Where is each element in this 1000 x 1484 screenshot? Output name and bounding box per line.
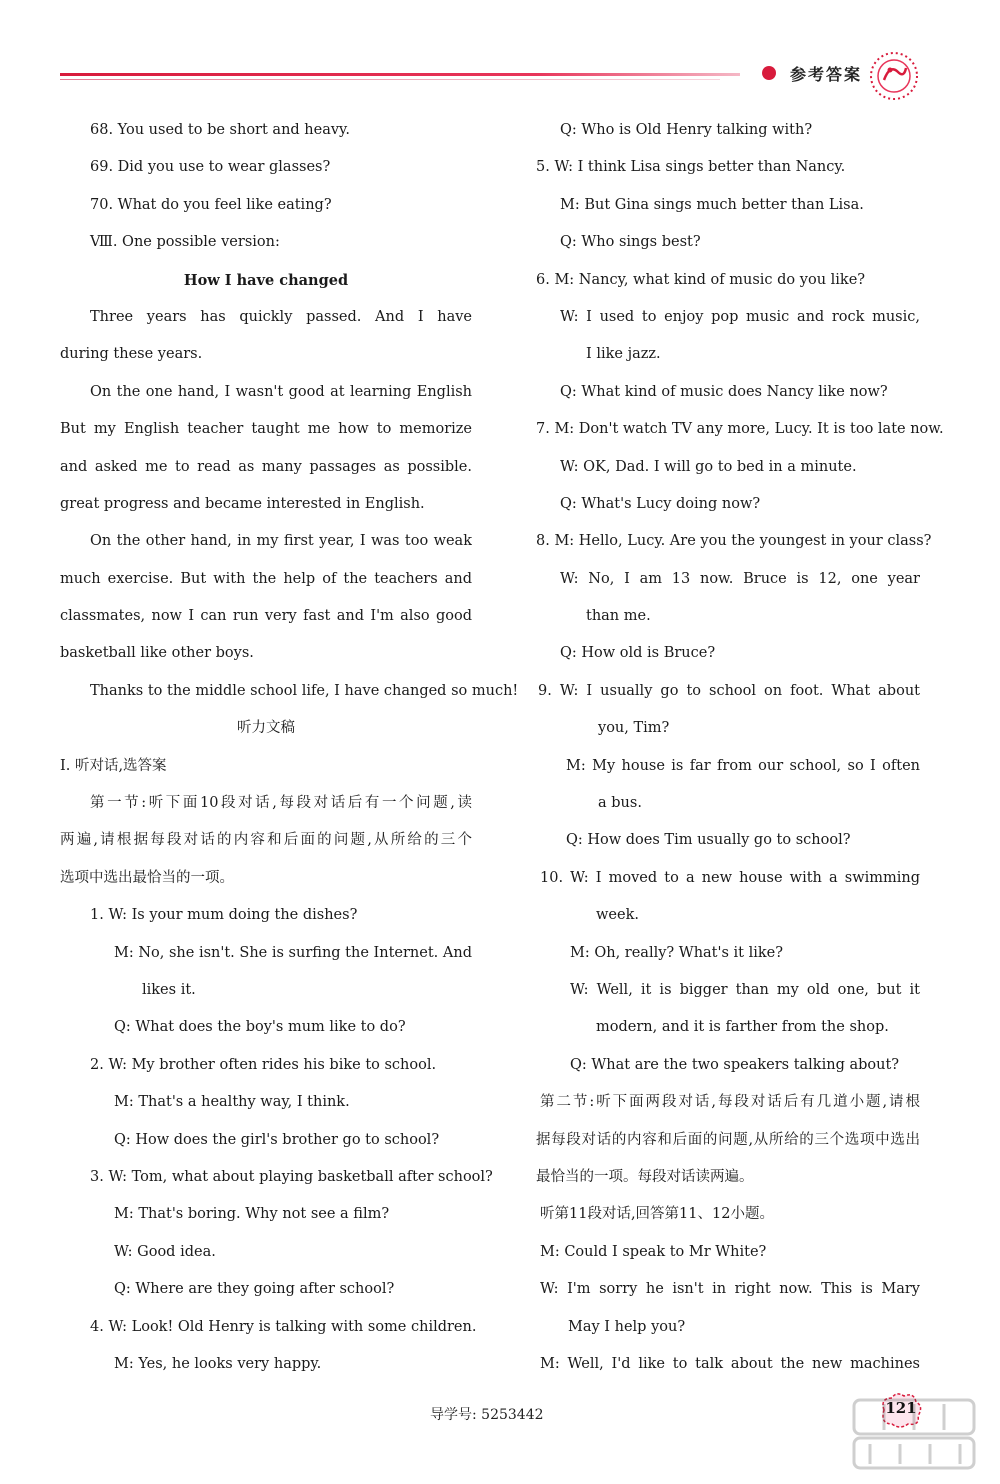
header-title: 参考答案 <box>790 65 863 84</box>
right-text-line: 10. W: I moved to a new house with a swimming <box>540 869 920 886</box>
left-text-line: likes it. <box>142 981 196 998</box>
right-text-line: than me. <box>586 608 651 625</box>
right-text-line: 第二节:听下面两段对话,每段对话后有几道小题,请根 <box>540 1094 920 1111</box>
right-text-line: 据每段对话的内容和后面的问题,从所给的三个选项中选出 <box>536 1131 920 1148</box>
left-text-line: classmates, now I can run very fast and I'm also good <box>60 608 472 625</box>
right-text-line: you, Tim? <box>598 720 670 737</box>
left-text-line: 1. W: Is your mum doing the dishes? <box>90 907 358 924</box>
right-text-line: M: But Gina sings much better than Lisa. <box>560 196 864 213</box>
left-text-line: 两遍,请根据每段对话的内容和后面的问题,从所给的三个 <box>60 832 472 849</box>
right-text-line: M: Oh, really? What's it like? <box>570 944 784 961</box>
right-text-line: W: I'm sorry he isn't in right now. This is Mary <box>540 1281 920 1298</box>
left-text-line: 3. W: Tom, what about playing basketball after school? <box>90 1168 493 1185</box>
left-text-line: How I have changed <box>183 271 349 289</box>
right-text-line: modern, and it is farther from the shop. <box>596 1019 889 1036</box>
right-column <box>536 112 944 1383</box>
watermark-logo-icon <box>850 1394 980 1474</box>
left-text-line: W: Good idea. <box>114 1243 216 1260</box>
right-text-line: W: OK, Dad. I will go to bed in a minute. <box>560 458 857 475</box>
left-text-line: M: That's a healthy way, I think. <box>114 1094 350 1111</box>
right-text-line: Q: What kind of music does Nancy like now? <box>560 383 888 400</box>
right-text-line: M: Could I speak to Mr White? <box>540 1243 767 1260</box>
left-text-line: M: Yes, he looks very happy. <box>114 1355 322 1372</box>
left-text-line: 4. W: Look! Old Henry is talking with some children. <box>90 1318 477 1335</box>
left-text-line: Ⅰ. 听对话,选答案 <box>60 757 167 774</box>
left-text-line: and asked me to read as many passages as possible. <box>60 458 472 475</box>
header-bullet-icon <box>762 66 776 80</box>
right-text-line: 7. M: Don't watch TV any more, Lucy. It is too late now. <box>536 421 944 438</box>
left-text-line: much exercise. But with the help of the teachers and <box>60 570 472 587</box>
right-text-line: Q: How does Tim usually go to school? <box>566 832 851 849</box>
right-text-line: May I help you? <box>568 1318 686 1335</box>
left-text-line: Q: Where are they going after school? <box>114 1281 395 1298</box>
left-text-line: basketball like other boys. <box>60 645 254 662</box>
left-text-line: 听力文稿 <box>237 720 295 737</box>
right-text-line: week. <box>596 907 639 924</box>
right-text-line: a bus. <box>598 795 642 812</box>
right-text-line: Q: Who sings best? <box>560 234 701 251</box>
page-number: 121 <box>885 1399 917 1417</box>
flower-logo-icon <box>868 50 920 102</box>
header-rule <box>60 73 740 76</box>
left-text-line: M: That's boring. Why not see a film? <box>114 1206 390 1223</box>
right-text-line: 听第11段对话,回答第11、12小题。 <box>540 1206 774 1223</box>
right-text-line: W: I used to enjoy pop music and rock music, <box>560 308 920 325</box>
left-text-line: Thanks to the middle school life, I have changed so much! <box>90 682 519 699</box>
right-text-line: 6. M: Nancy, what kind of music do you like? <box>536 271 866 288</box>
left-text-line: Three years has quickly passed. And I have <box>90 308 472 325</box>
left-text-line: M: No, she isn't. She is surfing the Internet. And <box>114 944 472 961</box>
guide-number: 导学号: 5253442 <box>430 1407 544 1423</box>
left-text-line: Q: What does the boy's mum like to do? <box>114 1019 406 1036</box>
left-column <box>60 112 519 1383</box>
right-text-line: M: Well, I'd like to talk about the new machines <box>540 1355 920 1372</box>
right-text-line: Q: Who is Old Henry talking with? <box>560 122 813 138</box>
left-text-line: great progress and became interested in English. <box>60 495 425 512</box>
left-text-line: On the one hand, I wasn't good at learning English <box>90 383 472 400</box>
right-text-line: W: No, I am 13 now. Bruce is 12, one year <box>560 570 920 587</box>
left-text-line: 68. You used to be short and heavy. <box>90 122 350 138</box>
left-text-line: Q: How does the girl's brother go to school? <box>114 1131 440 1148</box>
left-text-line: 第一节:听下面10段对话,每段对话后有一个问题,读 <box>90 795 472 812</box>
right-text-line: Q: How old is Bruce? <box>560 645 716 662</box>
right-text-line: W: Well, it is bigger than my old one, but it <box>570 981 920 998</box>
right-text-line: Q: What are the two speakers talking about? <box>570 1056 900 1073</box>
left-text-line: 70. What do you feel like eating? <box>90 196 332 213</box>
left-text-line: 选项中选出最恰当的一项。 <box>60 869 234 886</box>
right-text-line: 5. W: I think Lisa sings better than Nancy. <box>536 159 846 176</box>
right-text-line: 9. W: I usually go to school on foot. What about <box>538 682 920 699</box>
left-text-line: On the other hand, in my first year, I was too weak <box>90 533 472 550</box>
right-text-line: 最恰当的一项。每段对话读两遍。 <box>536 1168 754 1185</box>
right-text-line: Q: What's Lucy doing now? <box>560 495 761 512</box>
right-text-line: M: My house is far from our school, so I often <box>566 757 920 774</box>
left-text-line: 2. W: My brother often rides his bike to school. <box>90 1056 437 1073</box>
right-text-line: 8. M: Hello, Lucy. Are you the youngest in your class? <box>536 533 932 550</box>
left-text-line: during these years. <box>60 346 203 363</box>
left-text-line: But my English teacher taught me how to memorize <box>60 421 472 438</box>
left-text-line: 69. Did you use to wear glasses? <box>90 159 331 176</box>
right-text-line: I like jazz. <box>586 346 661 363</box>
left-text-line: Ⅷ. One possible version: <box>90 234 280 251</box>
header-rule-thin <box>60 79 720 80</box>
